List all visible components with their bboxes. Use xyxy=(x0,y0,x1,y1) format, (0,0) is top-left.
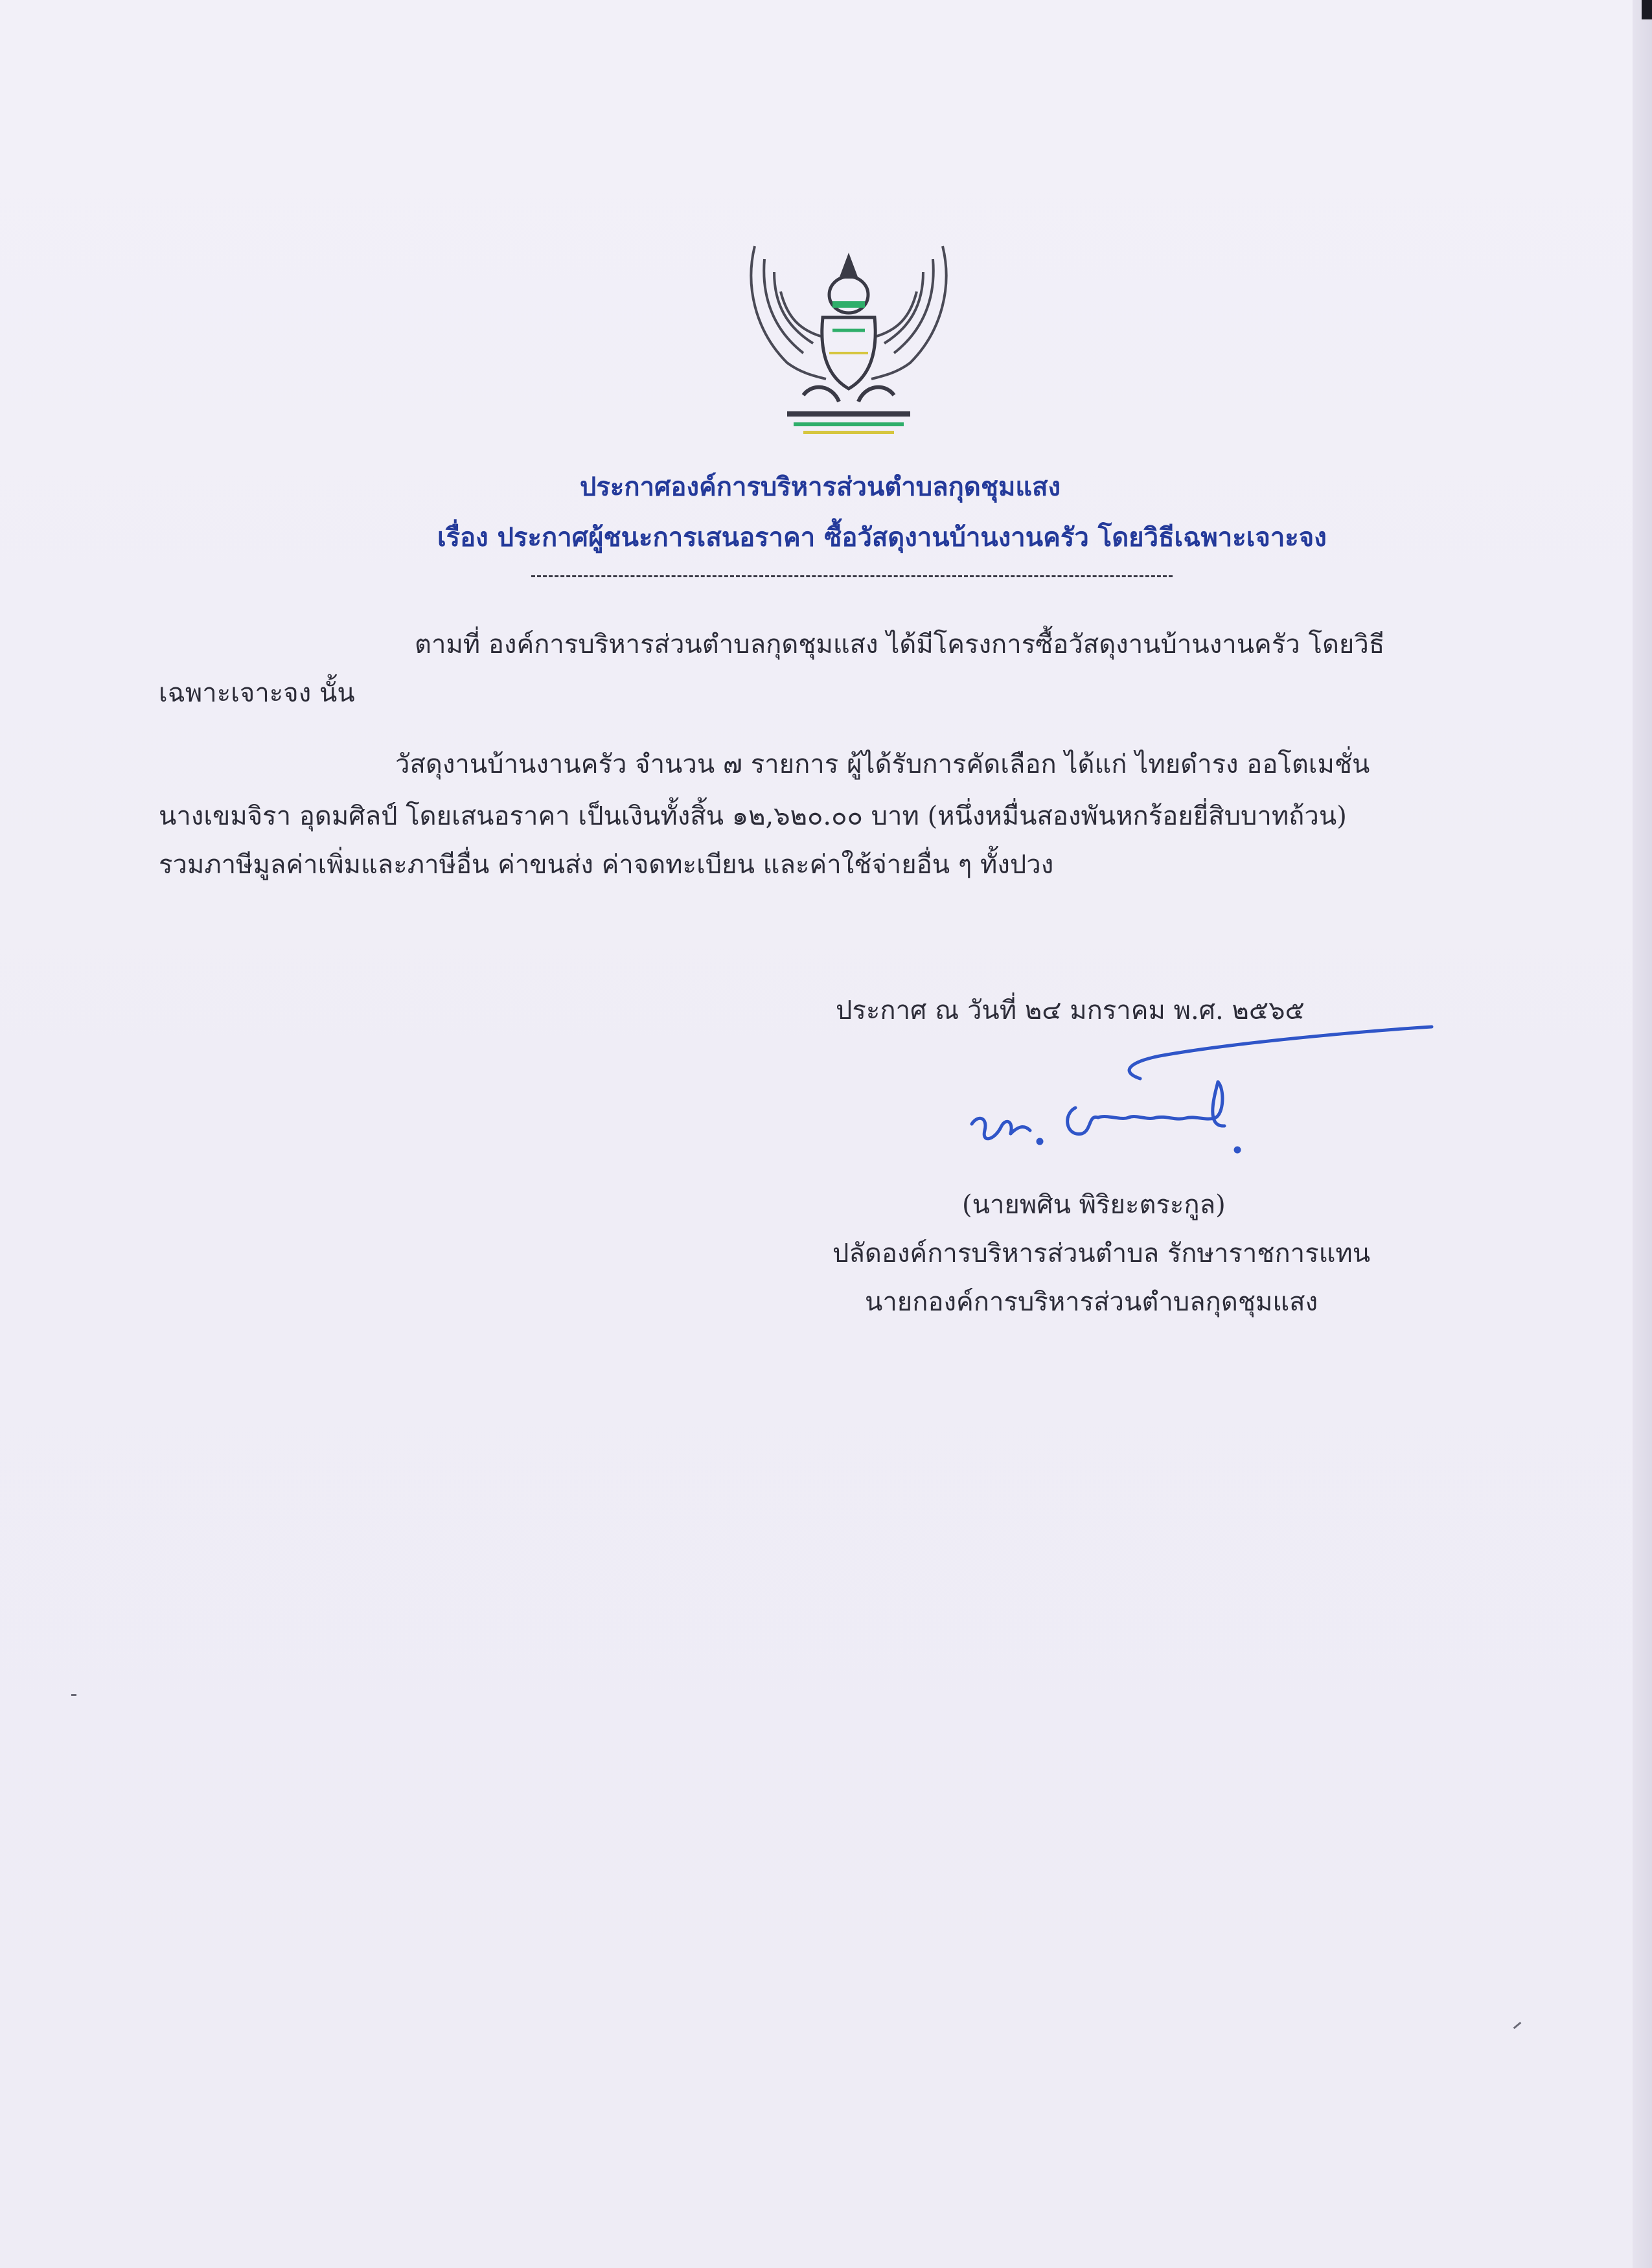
body-para1-line2: เฉพาะเจาะจง นั้น xyxy=(159,678,355,708)
org-title: ประกาศองค์การบริหารส่วนตำบลกุดชุมแสง xyxy=(580,472,1061,502)
scan-speck xyxy=(71,1694,76,1696)
signature-icon xyxy=(959,1017,1451,1186)
title-divider xyxy=(531,575,1173,577)
signatory-position-line1: ปลัดองค์การบริหารส่วนตำบล รักษาราชการแทน xyxy=(832,1239,1371,1268)
body-para2-line2: นางเขมจิรา อุดมศิลป์ โดยเสนอราคา เป็นเงินทั้งสิ้น ๑๒,๖๒๐.๐๐ บาท (หนึ่งหมื่นสองพันหกร้อยยี่สิบบาทถ้วน) xyxy=(159,801,1347,831)
scan-speck xyxy=(1513,2022,1522,2029)
signatory-name: (นายพศิน พิริยะตระกูล) xyxy=(962,1190,1226,1220)
body-para1-line1: ตามที่ องค์การบริหารส่วนตำบลกุดชุมแสง ได้มีโครงการซื้อวัสดุงานบ้านงานครัว โดยวิธี xyxy=(415,630,1385,659)
scan-corner-mark xyxy=(1642,0,1652,19)
announcement-date: ประกาศ ณ วันที่ ๒๔ มกราคม พ.ศ. ๒๕๖๕ xyxy=(836,996,1305,1025)
scan-edge xyxy=(1633,0,1652,2268)
subject-title: เรื่อง ประกาศผู้ชนะการเสนอราคา ซื้อวัสดุงานบ้านงานครัว โดยวิธีเฉพาะเจาะจง xyxy=(437,522,1327,553)
body-para2-line1: วัสดุงานบ้านงานครัว จำนวน ๗ รายการ ผู้ได้รับการคัดเลือก ได้แก่ ไทยดำรง ออโตเมชั่น xyxy=(395,750,1370,779)
garuda-emblem-icon xyxy=(742,233,956,441)
body-para2-line3: รวมภาษีมูลค่าเพิ่มและภาษีอื่น ค่าขนส่ง ค่าจดทะเบียน และค่าใช้จ่ายอื่น ๆ ทั้งปวง xyxy=(159,850,1054,880)
signatory-position-line2: นายกองค์การบริหารส่วนตำบลกุดชุมแสง xyxy=(865,1287,1318,1317)
